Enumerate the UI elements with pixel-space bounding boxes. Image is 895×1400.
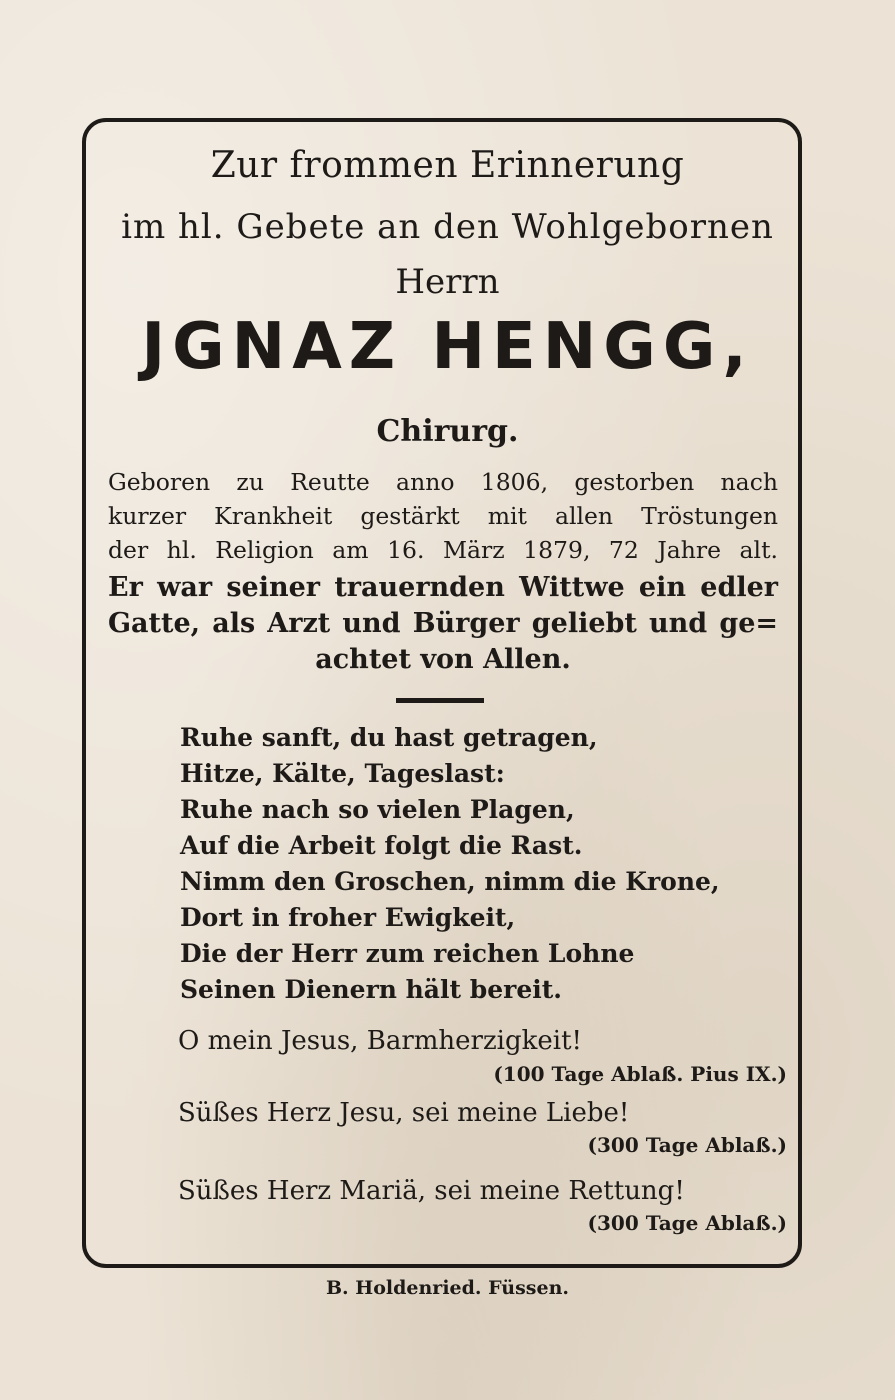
indulgence-note: (300 Tage Ablaß.) [587,1133,787,1157]
indulgence-note: (100 Tage Ablaß. Pius IX.) [493,1062,787,1086]
deceased-profession: Chirurg. [376,414,519,449]
poem-line: Die der Herr zum reichen Lohne [180,939,635,968]
poem-line: Seinen Dienern hält bereit. [180,975,562,1004]
divider-rule [396,698,484,703]
poem-line: Ruhe nach so vielen Plagen, [180,795,575,824]
poem-line: Hitze, Kälte, Tageslast: [180,759,505,788]
printer-imprint: B. Holdenried. Füssen. [325,1277,570,1299]
heading-line-1: Zur frommen Erinnerung [210,145,685,186]
biography-line-1: Geboren zu Reutte anno 1806, gestorben nach [108,468,778,496]
prayer-text: Süßes Herz Mariä, sei meine Rettung! [178,1176,685,1206]
tribute-line-2: Gatte, als Arzt und Bürger geliebt und ge= [108,608,778,639]
prayer-text: Süßes Herz Jesu, sei meine Liebe! [178,1098,630,1128]
deceased-name: JGNAZ HENGG, [141,310,754,384]
poem-line: Ruhe sanft, du hast getragen, [180,723,598,752]
prayer-text: O mein Jesus, Barmherzigkeit! [178,1026,582,1056]
tribute-line-3: achtet von Allen. [315,644,571,675]
tribute-line-1: Er war seiner trauernden Wittwe ein edler [108,572,778,603]
biography-line-3: der hl. Religion am 16. März 1879, 72 Jahre alt. [108,536,778,564]
poem-line: Dort in froher Ewigkeit, [180,903,516,932]
biography-line-2: kurzer Krankheit gestärkt mit allen Tröstungen [108,502,778,530]
heading-line-3: Herrn [395,262,500,302]
poem-line: Auf die Arbeit folgt die Rast. [180,831,583,860]
poem-line: Nimm den Groschen, nimm die Krone, [180,867,720,896]
heading-line-2: im hl. Gebete an den Wohlgebornen [121,207,774,247]
indulgence-note: (300 Tage Ablaß.) [587,1211,787,1235]
